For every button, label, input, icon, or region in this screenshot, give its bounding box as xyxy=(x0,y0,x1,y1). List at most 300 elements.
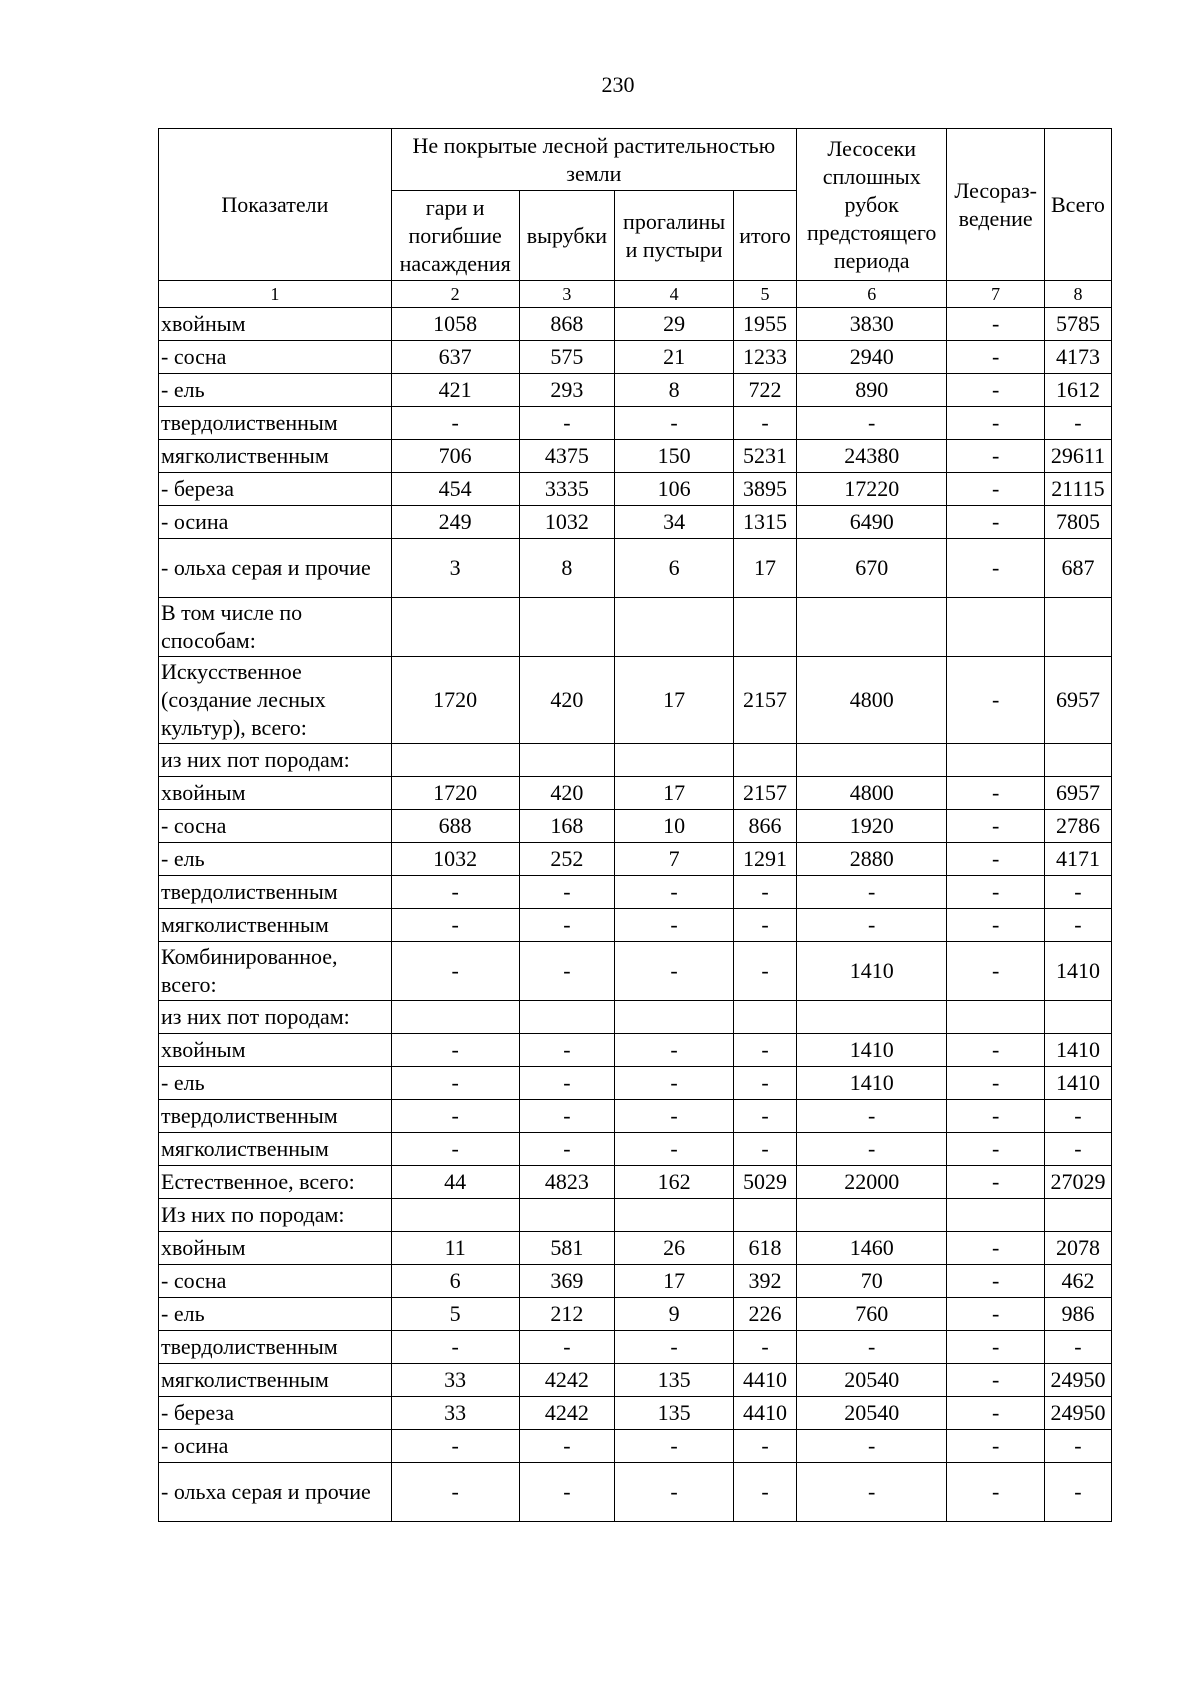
table-cell: 575 xyxy=(519,341,615,374)
table-cell: - xyxy=(1044,1133,1111,1166)
table-cell: 3 xyxy=(391,539,519,598)
table-cell: - xyxy=(615,876,734,909)
table-cell: 6 xyxy=(391,1265,519,1298)
table-cell: 618 xyxy=(734,1232,797,1265)
table-cell: 1410 xyxy=(1044,1034,1111,1067)
table-row xyxy=(159,1034,1112,1067)
table-cell: - xyxy=(519,1463,615,1522)
table-cell: 420 xyxy=(519,777,615,810)
table-cell: - xyxy=(947,506,1045,539)
table-row xyxy=(159,341,1112,374)
table-row xyxy=(159,1100,1112,1133)
row-label: - сосна xyxy=(159,1265,392,1298)
table-row xyxy=(159,1133,1112,1166)
row-label: - ель xyxy=(159,1067,392,1100)
table-cell: - xyxy=(615,909,734,942)
table-cell: - xyxy=(797,1463,947,1522)
row-label: - ольха серая и прочие xyxy=(159,1463,392,1522)
table-cell: 1920 xyxy=(797,810,947,843)
row-label: - ель xyxy=(159,1298,392,1331)
table-row xyxy=(159,777,1112,810)
table-cell: 4823 xyxy=(519,1166,615,1199)
table-row xyxy=(159,539,1112,598)
table-cell: - xyxy=(1044,876,1111,909)
table-cell: - xyxy=(1044,909,1111,942)
table-cell: - xyxy=(947,777,1045,810)
table-cell xyxy=(519,598,615,657)
table-cell: - xyxy=(947,407,1045,440)
table-row xyxy=(159,407,1112,440)
table-cell: - xyxy=(947,1430,1045,1463)
table-cell: - xyxy=(519,407,615,440)
table-cell: 17220 xyxy=(797,473,947,506)
table-cell xyxy=(947,1001,1045,1034)
column-number: 1 xyxy=(159,281,392,308)
table-cell: 1291 xyxy=(734,843,797,876)
table-cell xyxy=(391,598,519,657)
table-cell: 4242 xyxy=(519,1364,615,1397)
table-cell xyxy=(519,1001,615,1034)
row-label: - осина xyxy=(159,1430,392,1463)
row-label: - осина xyxy=(159,506,392,539)
table-cell: 454 xyxy=(391,473,519,506)
table-cell: - xyxy=(391,909,519,942)
table-cell: 1720 xyxy=(391,777,519,810)
table-cell: 20540 xyxy=(797,1397,947,1430)
table-cell xyxy=(615,1001,734,1034)
table-cell: - xyxy=(947,810,1045,843)
table-cell: 44 xyxy=(391,1166,519,1199)
header-felling-areas: Лесосеки сплошных рубок предстоящего периода xyxy=(797,129,947,281)
column-number: 3 xyxy=(519,281,615,308)
table-cell: 24950 xyxy=(1044,1397,1111,1430)
table-cell: 420 xyxy=(519,657,615,744)
table-cell: 6 xyxy=(615,539,734,598)
table-cell xyxy=(947,598,1045,657)
row-label: - береза xyxy=(159,473,392,506)
table-cell: - xyxy=(734,1430,797,1463)
table-cell: 21 xyxy=(615,341,734,374)
table-cell: - xyxy=(391,1463,519,1522)
table-cell: 866 xyxy=(734,810,797,843)
table-cell: - xyxy=(615,1133,734,1166)
table-cell xyxy=(734,1199,797,1232)
row-label: хвойным xyxy=(159,1232,392,1265)
table-cell: 670 xyxy=(797,539,947,598)
table-cell: 24950 xyxy=(1044,1364,1111,1397)
table-cell: - xyxy=(391,1133,519,1166)
table-cell: 29 xyxy=(615,308,734,341)
table-cell: 8 xyxy=(615,374,734,407)
row-label: Искусственное (создание лесных культур), всего: xyxy=(159,657,392,744)
table-cell: - xyxy=(1044,1100,1111,1133)
column-number: 8 xyxy=(1044,281,1111,308)
table-cell: - xyxy=(734,1133,797,1166)
table-cell: - xyxy=(947,539,1045,598)
table-cell: - xyxy=(1044,1430,1111,1463)
table-row xyxy=(159,1463,1112,1522)
row-label: хвойным xyxy=(159,308,392,341)
table-cell: 1720 xyxy=(391,657,519,744)
table-cell: - xyxy=(615,1430,734,1463)
header-glades: прогалины и пустыри xyxy=(615,191,734,281)
table-cell: 4800 xyxy=(797,777,947,810)
table-row xyxy=(159,1265,1112,1298)
row-label: твердолиственным xyxy=(159,407,392,440)
table-cell: 2157 xyxy=(734,777,797,810)
table-cell: 17 xyxy=(734,539,797,598)
table-cell xyxy=(734,1001,797,1034)
table-row xyxy=(159,506,1112,539)
table-cell: 3895 xyxy=(734,473,797,506)
table-cell: 135 xyxy=(615,1364,734,1397)
table-cell: 2940 xyxy=(797,341,947,374)
table-cell: 226 xyxy=(734,1298,797,1331)
table-row xyxy=(159,374,1112,407)
table-row xyxy=(159,1298,1112,1331)
table-cell: - xyxy=(519,942,615,1001)
table-cell: - xyxy=(391,1331,519,1364)
table-cell: - xyxy=(734,909,797,942)
table-row xyxy=(159,942,1112,1001)
row-label: мягколиственным xyxy=(159,1364,392,1397)
table-cell: 27029 xyxy=(1044,1166,1111,1199)
table-row xyxy=(159,1397,1112,1430)
table-cell xyxy=(947,744,1045,777)
row-label: Из них по породам: xyxy=(159,1199,392,1232)
table-cell: 24380 xyxy=(797,440,947,473)
table-cell: 1612 xyxy=(1044,374,1111,407)
table-cell xyxy=(797,1199,947,1232)
column-numbers-row xyxy=(159,281,1112,308)
table-cell: 252 xyxy=(519,843,615,876)
row-label: Комбинированное, всего: xyxy=(159,942,392,1001)
table-cell: - xyxy=(797,407,947,440)
table-cell: - xyxy=(947,341,1045,374)
table-cell: 1410 xyxy=(797,942,947,1001)
row-label: - береза xyxy=(159,1397,392,1430)
header-clearcuts: вырубки xyxy=(519,191,615,281)
table-cell: - xyxy=(519,909,615,942)
table-cell: - xyxy=(797,1133,947,1166)
row-label: твердолиственным xyxy=(159,1100,392,1133)
table-cell: 4173 xyxy=(1044,341,1111,374)
table-cell: - xyxy=(797,876,947,909)
table-cell: - xyxy=(947,1166,1045,1199)
table-cell xyxy=(1044,598,1111,657)
table-cell: - xyxy=(615,1067,734,1100)
table-cell: - xyxy=(947,1133,1045,1166)
table-cell: 8 xyxy=(519,539,615,598)
table-cell: 3335 xyxy=(519,473,615,506)
table-cell: - xyxy=(947,473,1045,506)
table-cell: - xyxy=(615,1034,734,1067)
table-cell: 17 xyxy=(615,777,734,810)
table-cell: - xyxy=(947,1364,1045,1397)
table-cell: - xyxy=(797,1100,947,1133)
table-cell: 29611 xyxy=(1044,440,1111,473)
table-cell: - xyxy=(615,1463,734,1522)
table-cell: 4410 xyxy=(734,1364,797,1397)
table-row xyxy=(159,1166,1112,1199)
header-total: Всего xyxy=(1044,129,1111,281)
table-cell: 687 xyxy=(1044,539,1111,598)
table-cell: 33 xyxy=(391,1397,519,1430)
table-cell: 6957 xyxy=(1044,777,1111,810)
table-cell: - xyxy=(947,440,1045,473)
row-label: из них пот породам: xyxy=(159,1001,392,1034)
table-cell xyxy=(734,744,797,777)
row-label: - ель xyxy=(159,374,392,407)
table-cell: 986 xyxy=(1044,1298,1111,1331)
forest-regeneration-table xyxy=(158,128,1112,1522)
header-afforestation: Лесораз-ведение xyxy=(947,129,1045,281)
table-cell: 2880 xyxy=(797,843,947,876)
table-cell: - xyxy=(734,1331,797,1364)
table-row xyxy=(159,1430,1112,1463)
table-row xyxy=(159,810,1112,843)
table-cell: 70 xyxy=(797,1265,947,1298)
table-cell: - xyxy=(947,1298,1045,1331)
table-cell: - xyxy=(947,942,1045,1001)
table-cell: 9 xyxy=(615,1298,734,1331)
table-cell: 706 xyxy=(391,440,519,473)
table-row xyxy=(159,440,1112,473)
table-row xyxy=(159,843,1112,876)
table-cell: 4375 xyxy=(519,440,615,473)
row-label: мягколиственным xyxy=(159,440,392,473)
table-cell: 890 xyxy=(797,374,947,407)
table-cell: 6490 xyxy=(797,506,947,539)
table-cell: - xyxy=(734,1100,797,1133)
table-cell: 212 xyxy=(519,1298,615,1331)
table-row xyxy=(159,909,1112,942)
table-cell: 20540 xyxy=(797,1364,947,1397)
table-cell: 1460 xyxy=(797,1232,947,1265)
table-cell: - xyxy=(615,1100,734,1133)
table-cell: - xyxy=(615,407,734,440)
table-cell: - xyxy=(519,1100,615,1133)
table-cell: - xyxy=(947,1331,1045,1364)
table-cell: 17 xyxy=(615,1265,734,1298)
row-label: В том числе по способам: xyxy=(159,598,392,657)
table-cell: 21115 xyxy=(1044,473,1111,506)
row-label: твердолиственным xyxy=(159,876,392,909)
table-cell: - xyxy=(947,1034,1045,1067)
table-cell: - xyxy=(947,1265,1045,1298)
table-cell: 760 xyxy=(797,1298,947,1331)
table-cell: 4800 xyxy=(797,657,947,744)
row-label: - ель xyxy=(159,843,392,876)
table-row xyxy=(159,473,1112,506)
table-cell: 293 xyxy=(519,374,615,407)
table-cell: 1410 xyxy=(797,1067,947,1100)
table-cell: 7805 xyxy=(1044,506,1111,539)
table-row xyxy=(159,876,1112,909)
table-cell: - xyxy=(519,1067,615,1100)
table-cell: - xyxy=(391,876,519,909)
table-cell: 2786 xyxy=(1044,810,1111,843)
table-cell: - xyxy=(1044,1463,1111,1522)
table-cell: - xyxy=(391,942,519,1001)
table-cell: 6957 xyxy=(1044,657,1111,744)
table-cell: - xyxy=(519,1331,615,1364)
header-indicators: Показатели xyxy=(159,129,392,281)
table-row xyxy=(159,1067,1112,1100)
table-cell: 1032 xyxy=(519,506,615,539)
table-cell xyxy=(391,1001,519,1034)
row-label: из них пот породам: xyxy=(159,744,392,777)
table-cell: 1410 xyxy=(1044,942,1111,1001)
table-cell xyxy=(1044,1199,1111,1232)
table-cell xyxy=(391,744,519,777)
column-number: 5 xyxy=(734,281,797,308)
table-row xyxy=(159,1001,1112,1034)
table-cell xyxy=(519,1199,615,1232)
table-cell: - xyxy=(391,1034,519,1067)
table-cell xyxy=(391,1199,519,1232)
table-cell: 3830 xyxy=(797,308,947,341)
table-cell: - xyxy=(734,1067,797,1100)
table-cell: - xyxy=(615,1331,734,1364)
column-number: 2 xyxy=(391,281,519,308)
table-cell xyxy=(1044,744,1111,777)
table-cell: - xyxy=(947,843,1045,876)
table-cell: 4410 xyxy=(734,1397,797,1430)
row-label: хвойным xyxy=(159,777,392,810)
table-cell: - xyxy=(391,1430,519,1463)
table-cell: - xyxy=(947,1067,1045,1100)
table-cell: - xyxy=(947,308,1045,341)
table-cell: - xyxy=(947,657,1045,744)
table-cell: 11 xyxy=(391,1232,519,1265)
table-cell: - xyxy=(615,942,734,1001)
table-row xyxy=(159,1364,1112,1397)
table-cell: - xyxy=(797,1430,947,1463)
table-cell: 150 xyxy=(615,440,734,473)
table-cell: 249 xyxy=(391,506,519,539)
row-label: мягколиственным xyxy=(159,1133,392,1166)
table-cell xyxy=(797,1001,947,1034)
table-cell: 581 xyxy=(519,1232,615,1265)
table-cell: 106 xyxy=(615,473,734,506)
table-row xyxy=(159,657,1112,744)
table-cell: 1058 xyxy=(391,308,519,341)
row-label: хвойным xyxy=(159,1034,392,1067)
table-cell: 5785 xyxy=(1044,308,1111,341)
table-cell: 26 xyxy=(615,1232,734,1265)
table-cell: 392 xyxy=(734,1265,797,1298)
table-cell: - xyxy=(519,1430,615,1463)
table-cell: - xyxy=(391,1067,519,1100)
table-cell: - xyxy=(734,876,797,909)
table-row xyxy=(159,1331,1112,1364)
table-cell: 5231 xyxy=(734,440,797,473)
table-cell: 2157 xyxy=(734,657,797,744)
header-subtotal: итого xyxy=(734,191,797,281)
table-cell: 162 xyxy=(615,1166,734,1199)
header-uncovered-lands: Не покрытые лесной растительностью земли xyxy=(391,129,796,191)
table-cell: 33 xyxy=(391,1364,519,1397)
table-cell: 1955 xyxy=(734,308,797,341)
table-row xyxy=(159,1199,1112,1232)
table-body xyxy=(159,308,1112,1522)
table-cell: - xyxy=(734,1034,797,1067)
table-cell: - xyxy=(734,407,797,440)
table-cell: 637 xyxy=(391,341,519,374)
table-cell: 369 xyxy=(519,1265,615,1298)
table-cell: - xyxy=(391,407,519,440)
table-cell xyxy=(1044,1001,1111,1034)
table-cell xyxy=(615,598,734,657)
table-cell: - xyxy=(947,876,1045,909)
table-row xyxy=(159,744,1112,777)
table-cell: 34 xyxy=(615,506,734,539)
table-cell: - xyxy=(797,1331,947,1364)
table-cell: - xyxy=(519,1034,615,1067)
header-burned: гари и погибшие насаждения xyxy=(391,191,519,281)
row-label: - сосна xyxy=(159,810,392,843)
table-cell: - xyxy=(391,1100,519,1133)
table-cell: - xyxy=(1044,1331,1111,1364)
table-cell: - xyxy=(1044,407,1111,440)
table-cell xyxy=(615,1199,734,1232)
table-row xyxy=(159,308,1112,341)
table-cell: - xyxy=(947,1100,1045,1133)
table-cell xyxy=(519,744,615,777)
table-cell: 462 xyxy=(1044,1265,1111,1298)
table-cell: - xyxy=(519,876,615,909)
table-cell: 1315 xyxy=(734,506,797,539)
row-label: - ольха серая и прочие xyxy=(159,539,392,598)
table-cell xyxy=(615,744,734,777)
table-cell: 421 xyxy=(391,374,519,407)
table-cell: 1410 xyxy=(797,1034,947,1067)
table-cell: - xyxy=(947,909,1045,942)
table-cell: 22000 xyxy=(797,1166,947,1199)
table-cell: 10 xyxy=(615,810,734,843)
table-cell: 1032 xyxy=(391,843,519,876)
row-label: Естественное, всего: xyxy=(159,1166,392,1199)
table-cell: - xyxy=(734,942,797,1001)
table-cell: 722 xyxy=(734,374,797,407)
row-label: мягколиственным xyxy=(159,909,392,942)
table-cell: 135 xyxy=(615,1397,734,1430)
column-number: 4 xyxy=(615,281,734,308)
table-cell: - xyxy=(519,1133,615,1166)
column-number: 7 xyxy=(947,281,1045,308)
row-label: - сосна xyxy=(159,341,392,374)
table-cell: - xyxy=(947,1232,1045,1265)
table-cell xyxy=(947,1199,1045,1232)
page-number: 230 xyxy=(601,72,635,97)
table-cell: 4171 xyxy=(1044,843,1111,876)
table-cell: 1233 xyxy=(734,341,797,374)
table-row xyxy=(159,598,1112,657)
table-cell: 868 xyxy=(519,308,615,341)
table-cell: 5029 xyxy=(734,1166,797,1199)
table-cell xyxy=(734,598,797,657)
column-number: 6 xyxy=(797,281,947,308)
table-cell: 17 xyxy=(615,657,734,744)
table-cell: 4242 xyxy=(519,1397,615,1430)
table-cell: - xyxy=(797,909,947,942)
table-cell: 1410 xyxy=(1044,1067,1111,1100)
table-cell: 7 xyxy=(615,843,734,876)
table-cell: - xyxy=(734,1463,797,1522)
row-label: твердолиственным xyxy=(159,1331,392,1364)
table-cell: 2078 xyxy=(1044,1232,1111,1265)
